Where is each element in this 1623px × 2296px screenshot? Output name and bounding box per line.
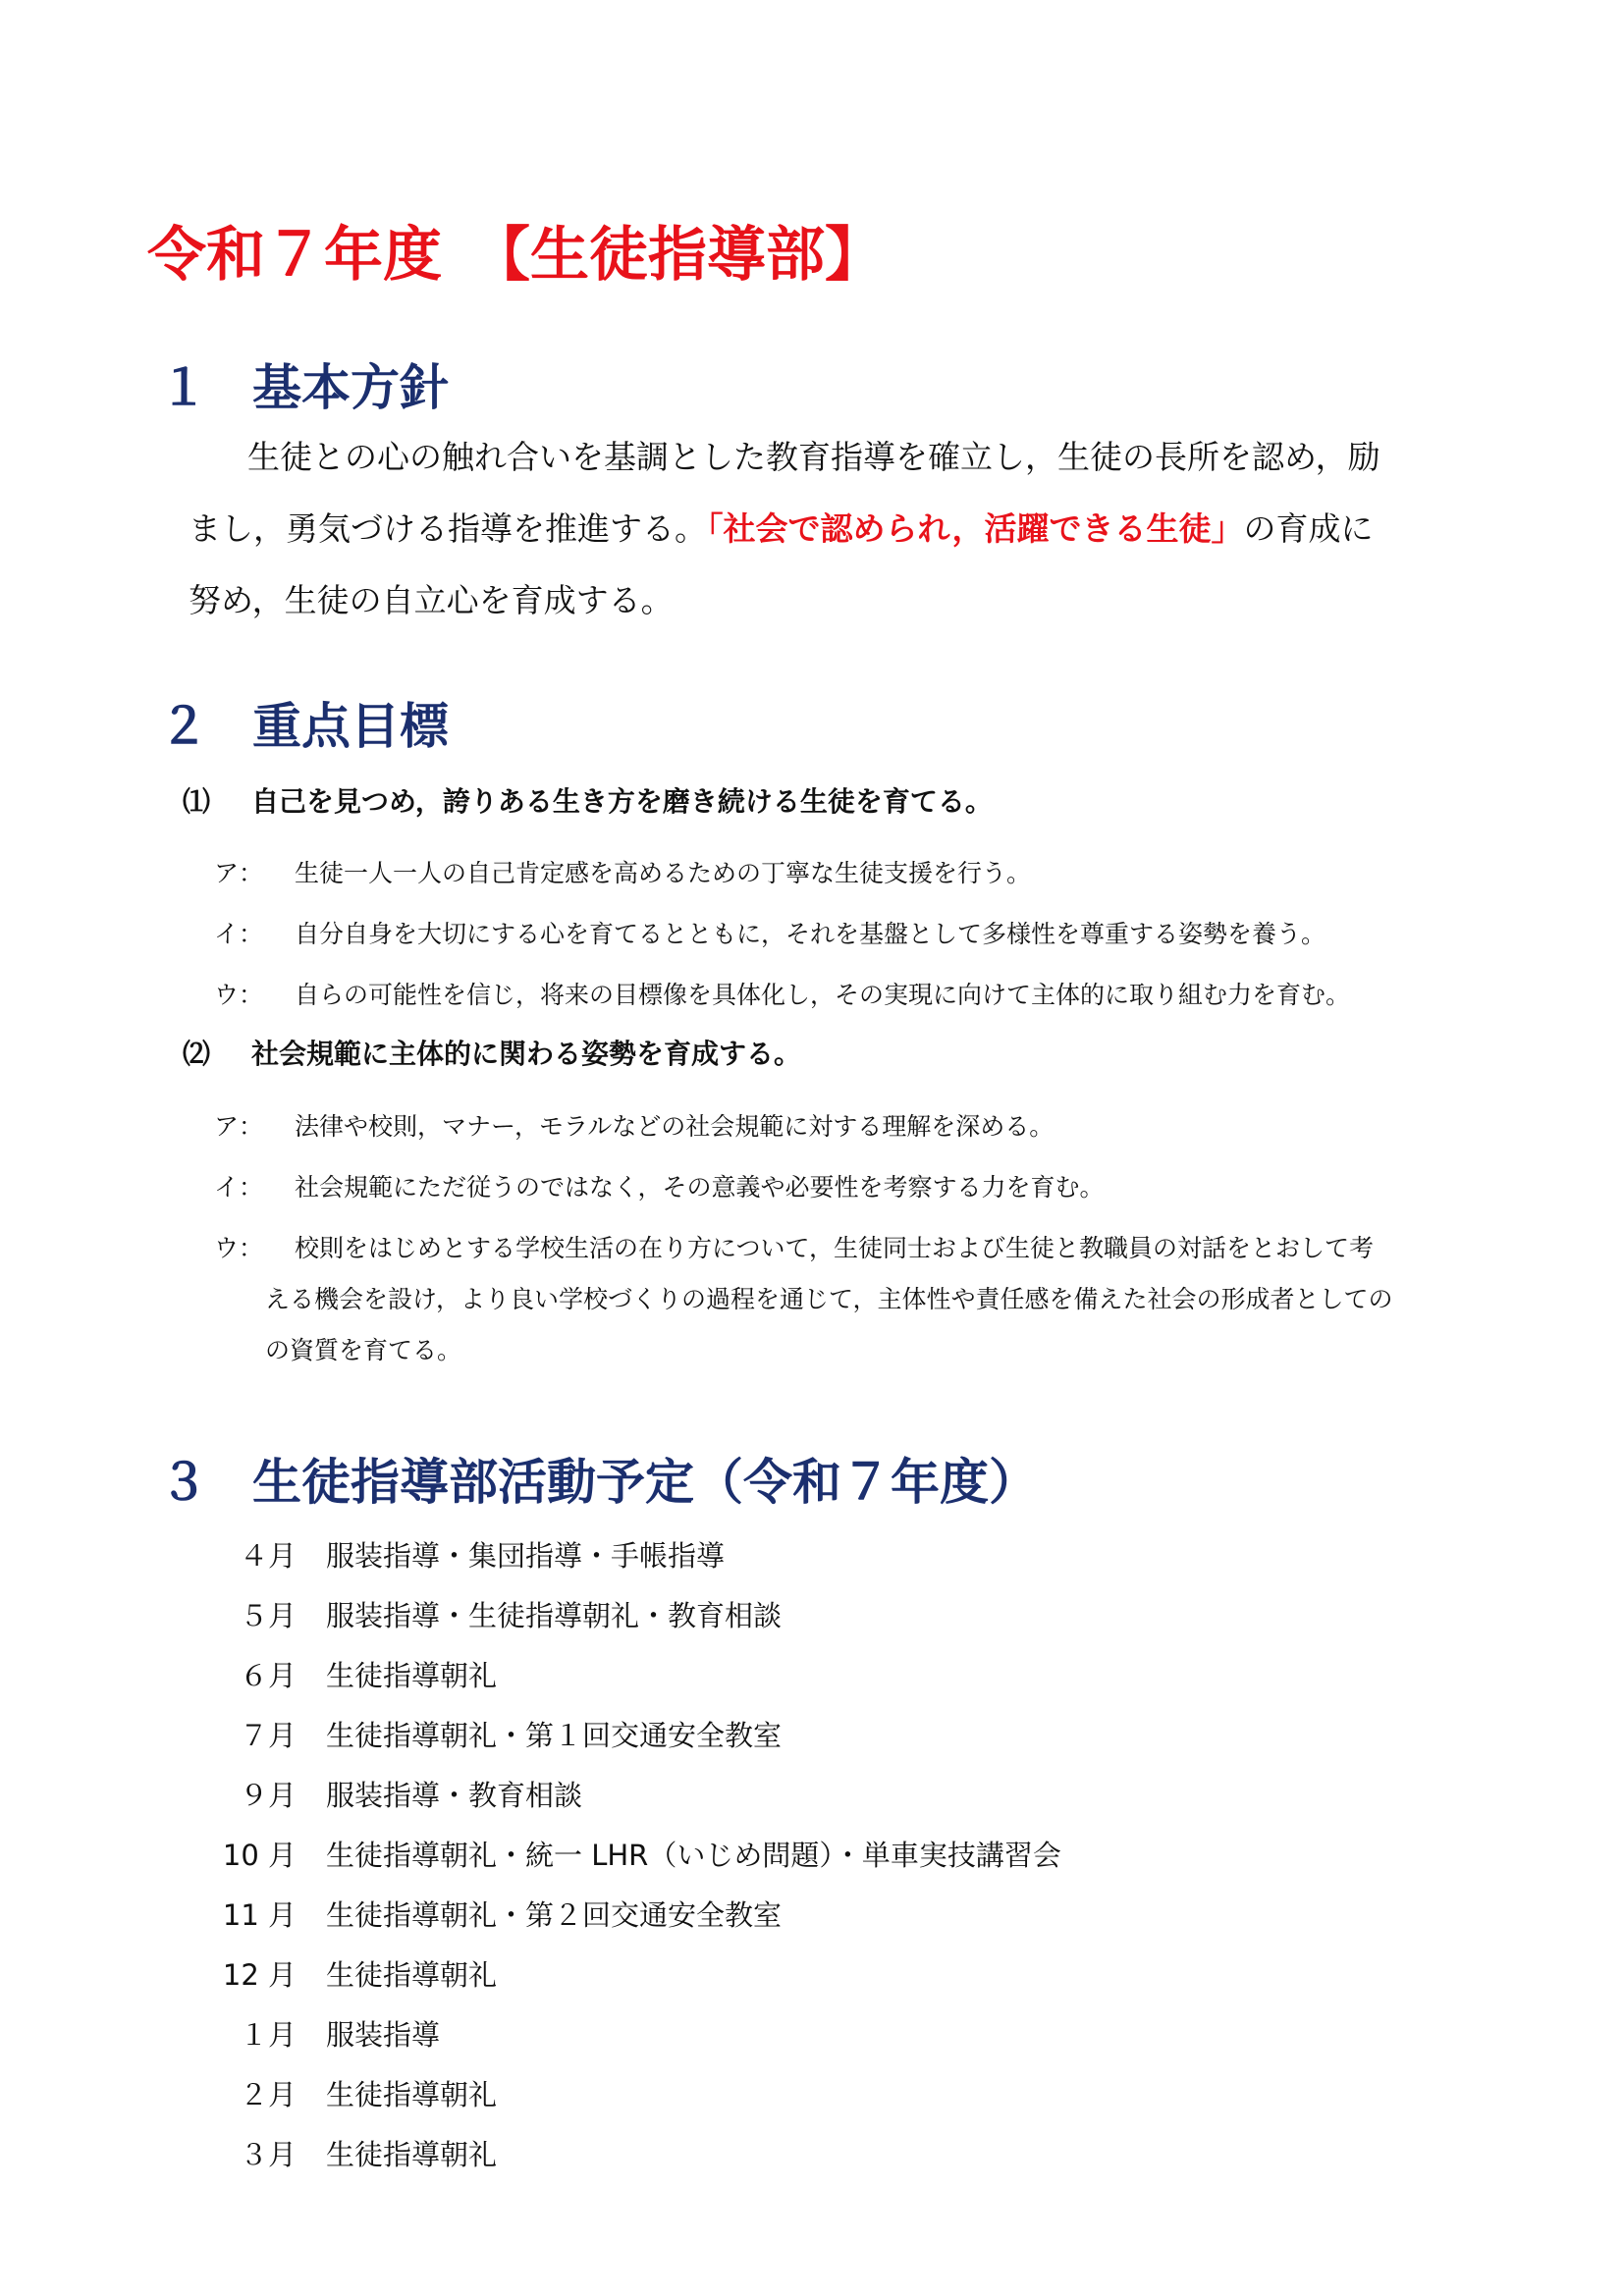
goal-1-item-a	[214, 854, 1031, 889]
section-title: 重点目標	[252, 698, 449, 755]
section-number: １	[159, 359, 208, 416]
goal-2-item-b	[214, 1168, 1105, 1203]
schedule-row	[196, 1894, 782, 1934]
schedule-activities: 生徒指導朝礼・第２回交通安全教室	[326, 1898, 783, 1932]
document-title: 令和７年度 【生徒指導部】	[147, 221, 884, 290]
schedule-activities: 生徒指導朝礼	[326, 1958, 498, 1992]
schedule-row	[196, 1714, 782, 1754]
schedule-activities: 生徒指導朝礼・第１回交通安全教室	[326, 1719, 783, 1752]
item-text: 生徒一人一人の自己肯定感を高めるための丁寧な生徒支援を行う。	[295, 859, 1032, 887]
schedule-activities: 生徒指導朝礼	[326, 2078, 498, 2111]
item-mark: ア：	[214, 859, 264, 887]
schedule-month: ２月	[239, 2078, 297, 2111]
section-3-heading	[159, 1443, 1038, 1514]
item-text: 自分自身を大切にする心を育てるとともに，それを基盤として多様性を尊重する姿勢を養う。	[295, 920, 1326, 948]
schedule-activities: 服装指導・教育相談	[326, 1779, 583, 1812]
schedule-month: ９月	[239, 1779, 297, 1812]
schedule-row	[196, 1534, 725, 1575]
goal-2-item-a	[214, 1107, 1054, 1143]
schedule-month: ３月	[239, 2138, 297, 2171]
schedule-row	[196, 2073, 497, 2113]
schedule-activities: 服装指導・生徒指導朝礼・教育相談	[326, 1599, 783, 1632]
policy-line-1: 生徒との心の触れ合いを基調とした教育指導を確立し，生徒の長所を認め，励	[247, 438, 1380, 476]
policy-line-2	[189, 504, 1373, 550]
goal-1-item-b	[214, 915, 1325, 950]
goal-number: ⑵	[183, 1038, 211, 1070]
schedule-row	[196, 1953, 497, 1994]
schedule-row	[196, 1774, 582, 1814]
schedule-row	[196, 2133, 497, 2173]
schedule-activities: 生徒指導朝礼	[326, 1659, 498, 1692]
schedule-row	[196, 1654, 497, 1694]
schedule-row	[196, 1594, 782, 1634]
schedule-activities: 生徒指導朝礼・統一 LHR（いじめ問題）・単車実技講習会	[326, 1839, 1061, 1872]
schedule-month: ７月	[239, 1719, 297, 1752]
item-mark: ア：	[214, 1112, 264, 1141]
goal-2-item-c-continuation: の資質を育てる。	[265, 1336, 462, 1364]
policy-text: の育成に	[1243, 509, 1374, 548]
schedule-month: ４月	[239, 1539, 297, 1573]
item-text: 社会規範にただ従うのではなく，その意義や必要性を考察する力を育む。	[295, 1173, 1105, 1201]
policy-line-3: 努め，生徒の自立心を育成する。	[189, 581, 674, 619]
item-mark: イ：	[214, 1173, 264, 1201]
schedule-activities: 服装指導	[326, 2018, 441, 2052]
item-mark: ウ：	[214, 981, 264, 1009]
schedule-activities: 生徒指導朝礼	[326, 2138, 498, 2171]
schedule-month: ６月	[239, 1659, 297, 1692]
section-1-heading	[159, 348, 449, 419]
schedule-row	[196, 1834, 1061, 1874]
goal-text: 自己を見つめ，誇りある生き方を磨き続ける生徒を育てる。	[251, 785, 993, 818]
goal-1-item-c	[214, 976, 1350, 1011]
schedule-activities: 服装指導・集団指導・手帳指導	[326, 1539, 726, 1573]
item-text: 校則をはじめとする学校生活の在り方について，生徒同士および生徒と教職員の対話をとおして考	[295, 1234, 1375, 1262]
section-title: 基本方針	[252, 359, 449, 416]
item-mark: イ：	[214, 920, 264, 948]
goal-number: ⑴	[183, 785, 211, 818]
goal-text: 社会規範に主体的に関わる姿勢を育成する。	[251, 1038, 802, 1070]
policy-text: まし，勇気づける指導を推進する。	[189, 509, 707, 548]
schedule-month: 10 月	[222, 1839, 297, 1872]
schedule-month: 11 月	[222, 1898, 297, 1932]
policy-highlight: 「社会で認められ，活躍できる生徒」	[707, 509, 1244, 548]
item-mark: ウ：	[214, 1234, 264, 1262]
goal-1	[183, 780, 993, 820]
goal-2	[183, 1033, 801, 1072]
item-text: 自らの可能性を信じ，将来の目標像を具体化し，その実現に向けて主体的に取り組む力を育む。	[295, 981, 1351, 1009]
goal-2-item-c	[214, 1229, 1374, 1264]
section-number: ３	[159, 1454, 208, 1511]
section-2-heading	[159, 687, 449, 758]
section-title: 生徒指導部活動予定（令和７年度）	[252, 1454, 1038, 1511]
schedule-row	[196, 2013, 440, 2054]
item-text: 法律や校則，マナー，モラルなどの社会規範に対する理解を深める。	[295, 1112, 1055, 1141]
goal-2-item-c-continuation: える機会を設け，より良い学校づくりの過程を通じて，主体性や責任感を備えた社会の形成者としての	[265, 1285, 1393, 1313]
schedule-month: 12 月	[222, 1958, 297, 1992]
schedule-month: １月	[239, 2018, 297, 2052]
schedule-month: ５月	[239, 1599, 297, 1632]
section-number: ２	[159, 698, 208, 755]
